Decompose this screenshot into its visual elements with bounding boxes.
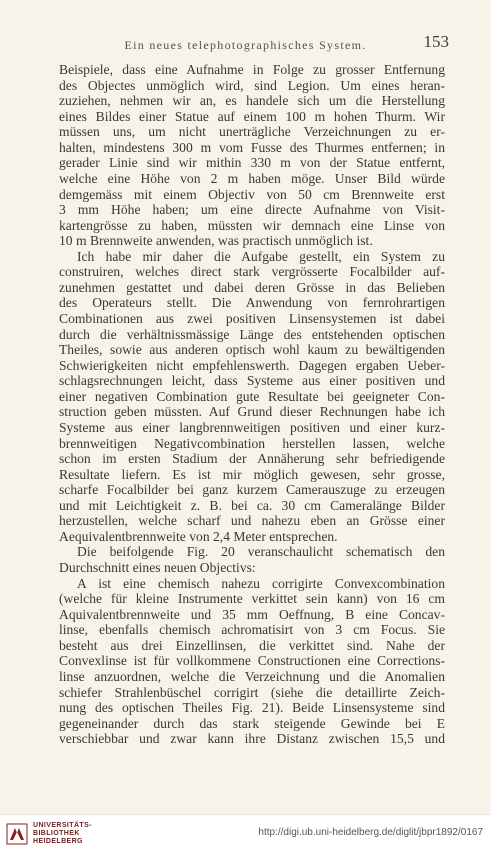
text-line: nung des optischen Theiles Fig. 21). Beide Linsensysteme sind: [59, 700, 445, 716]
text-line: Aequivalentbrennweite von 2,4 Meter entsprechen.: [59, 528, 338, 544]
text-line: Die beifolgende Fig. 20 veranschaulicht schematisch den: [77, 544, 445, 560]
text-line: construiren, welches direct stark vergrösserte Focalbilder auf-: [59, 264, 445, 280]
text-line: gerader Linie sind wir mithin 330 m von der Statue entfernt,: [59, 155, 445, 171]
permalink-link[interactable]: http://digi.ub.uni-heidelberg.de/diglit/jbpr1892/0167: [258, 827, 483, 838]
text-line: welche eine Höhe von 2 m haben möge. Unser Bild würde: [59, 170, 445, 186]
text-line: Aquivalentbrennweite und 35 mm Oeffnung, B eine Concav-: [59, 606, 445, 622]
text-line: eines Bildes einer Statue auf einem 100 m hohen Thurm. Wir: [59, 108, 445, 124]
text-line: brennweitigen Negativcombination herstellen lassen, welche: [59, 435, 445, 451]
text-line: Systeme aus einer langbrennweitigen positiven und einer kurz-: [59, 419, 445, 435]
footer-bar: [0, 814, 491, 852]
text-line: schon im ersten Stadium der Annäherung sehr befriedigende: [59, 451, 445, 467]
text-line: scharfe Focalbilder bei ganz kurzem Camerauszuge zu erzeugen: [59, 482, 445, 498]
text-line: schlagsrechnungen leicht, dass Systeme aus einer positiven und: [59, 373, 445, 389]
text-line: zuziehen, nehmen wir an, es handele sich um die Herstellung: [59, 93, 445, 109]
page-header: [0, 32, 491, 56]
text-line: Theiles, sowie aus anderen optisch wohl kaum zu bewältigenden: [59, 342, 445, 358]
running-title: Ein neues telephotographisches System.: [124, 38, 367, 52]
text-line: durch die verhältnissmässige Länge des entstehenden optischen: [59, 326, 445, 342]
text-line: und mit Leichtigkeit z. B. bei ca. 30 cm Cameralänge Bilder: [59, 497, 445, 513]
text-line: einer negativen Combination gute Resultate bei geeigneter Con-: [59, 388, 445, 404]
text-line: demgemäss mit einem Objectiv von 50 cm Brennweite erst: [59, 186, 445, 202]
text-line: Schwierigkeiten nicht empfehlenswerth. Dagegen ergaben Ueber-: [59, 357, 445, 373]
text-line: linse anzuordnen, welche die Verzeichnung und die Anomalien: [59, 668, 445, 684]
text-line: zunehmen gestattet und dabei deren Grösse in das Belieben: [59, 279, 445, 295]
text-line: struction geben müssten. Auf Grund dieser Rechnungen habe ich: [59, 404, 445, 420]
text-line: Beispiele, dass eine Aufnahme in Folge zu grosser Entfernung: [59, 62, 445, 77]
text-line: gegeneinander durch das stark steigende Gewinde bei E: [59, 715, 445, 731]
page-number: 153: [423, 32, 449, 51]
library-name: [33, 822, 92, 846]
text-line: Convexlinse ist für vollkommene Constructionen eine Corrections-: [59, 653, 445, 669]
text-line: halten, mindestens 300 m vom Fusse des Thurmes entfernen; in: [59, 139, 445, 155]
library-name-line: UNIVERSITÄTS-: [33, 822, 92, 829]
text-line: linse, ebenfalls chemisch achromatisirt von 3 cm Focus. Sie: [59, 622, 445, 638]
text-line: (welche für kleine Instrumente verkittet sein kann) von 16 cm: [59, 591, 445, 607]
text-line: Resultate liefern. Es ist mir möglich gewesen, sehr grosse,: [59, 466, 445, 482]
text-line: besteht aus drei Einzellinsen, die verkittet sind. Nahe der: [59, 637, 445, 653]
text-line: des Objectes unmöglich wird, sind Legion. Um eines heran-: [59, 77, 445, 93]
text-line: verschiebbar und zwar kann ihre Distanz zwischen 15,5 und: [59, 731, 445, 747]
text-line: des Operateurs stellt. Die Anwendung von fernrohrartigen: [59, 295, 445, 311]
library-name-line: BIBLIOTHEK: [33, 830, 80, 837]
text-line: Durchschnitt eines neuen Objectivs:: [59, 560, 256, 575]
university-library-logo-icon: [6, 823, 28, 845]
text-line: schiefer Strahlenbüschel corrigirt (siehe die detaillirte Zeich-: [59, 684, 445, 700]
text-line: kartengrösse zu haben, müssten wir demnach eine Linse von: [59, 217, 445, 233]
text-line: müssen uns, um nicht unerträgliche Verzeichnungen zu er-: [59, 124, 445, 140]
text-line: Ich habe mir daher die Aufgabe gestellt, ein System zu: [77, 248, 445, 264]
text-line: Combinationen aus zwei positiven Linsensystemen ist dabei: [59, 311, 445, 326]
text-line: 10 m Brennweite anwenden, was practisch unmöglich ist.: [59, 233, 373, 249]
text-line: 3 mm Höhe haben; um eine directe Aufnahme von Visit-: [59, 202, 445, 218]
text-line: herzustellen, welche scharf und nahezu eben an Grösse einer: [59, 513, 445, 529]
text-line: A ist eine chemisch nahezu corrigirte Convexcombination: [77, 575, 445, 591]
body-text: [59, 62, 445, 747]
library-name-line: HEIDELBERG: [33, 838, 83, 845]
